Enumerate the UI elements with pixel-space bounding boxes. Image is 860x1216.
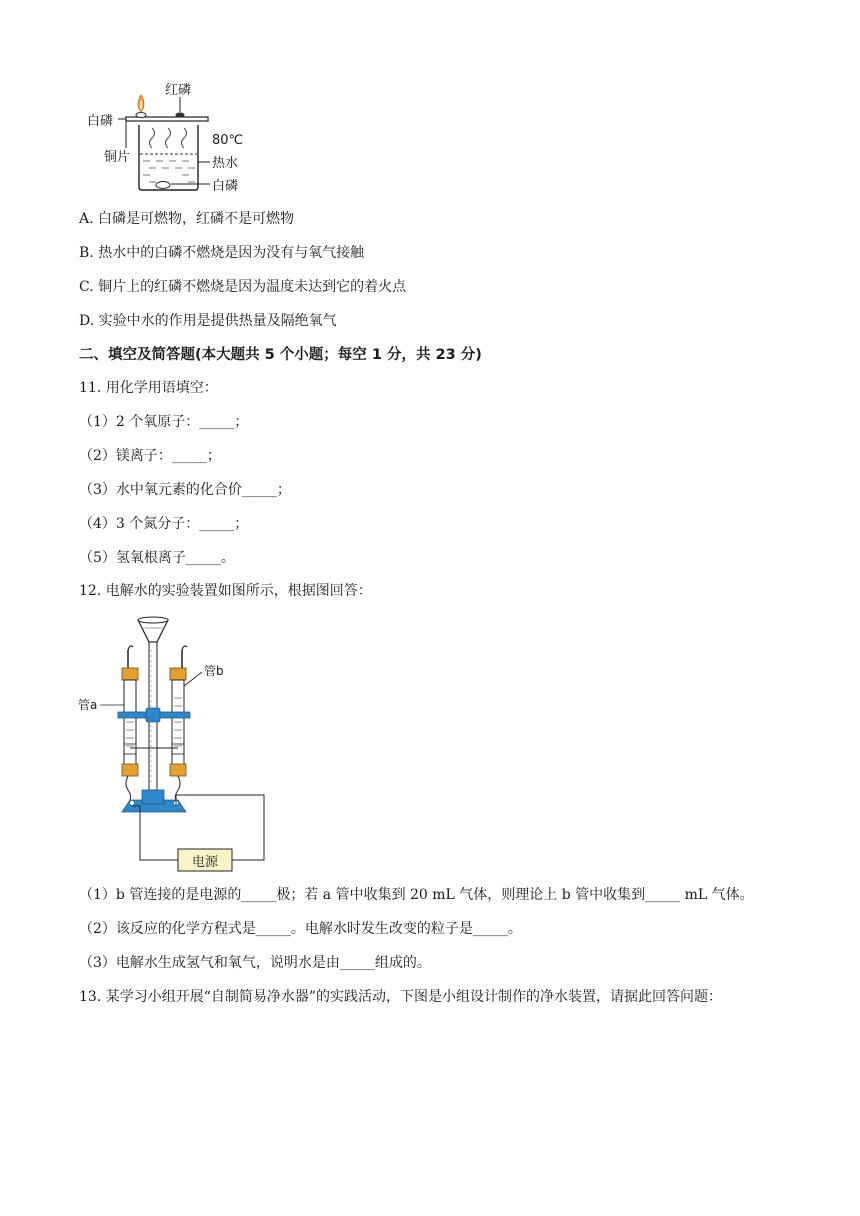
q11-part-1: （1）2 个氧原子：_____； (79, 414, 249, 430)
label-power-supply: 电源 (192, 855, 219, 870)
label-hot-water: 热水 (212, 156, 239, 171)
q11-part-4: （4）3 个氮分子：_____； (79, 516, 249, 532)
q12-part-1: （1）b 管连接的是电源的_____极；若 a 管中收集到 20 mL 气体，则理论上 b 管中收集到_____ mL 气体。 (79, 887, 754, 903)
label-tube-a: 管a (78, 698, 98, 712)
section-heading: 二、填空及简答题(本大题共 5 个小题；每空 1 分，共 23 分) (79, 347, 482, 363)
option-c: C. 铜片上的红磷不燃烧是因为温度未达到它的着火点 (79, 279, 407, 295)
q12-stem: 12. 电解水的实验装置如图所示，根据图回答： (79, 583, 372, 599)
q11-stem: 11. 用化学用语填空： (79, 380, 218, 396)
label-white-phosphorus-bottom: 白磷 (212, 179, 239, 194)
label-white-phosphorus-top: 白磷 (87, 114, 114, 129)
q12-part-2: （2）该反应的化学方程式是_____。电解水时发生改变的粒子是_____。 (79, 921, 522, 937)
option-b: B. 热水中的白磷不燃烧是因为没有与氧气接触 (79, 245, 365, 261)
label-copper-sheet: 铜片 (104, 150, 131, 165)
label-temperature: 80℃ (212, 133, 244, 148)
q13-stem: 13. 某学习小组开展“自制简易净水器”的实践活动，下图是小组设计制作的净水装置，请据此回答问题： (79, 989, 723, 1005)
q11-part-2: （2）镁离子：_____； (79, 448, 221, 464)
option-a: A. 白磷是可燃物，红磷不是可燃物 (79, 211, 295, 227)
q11-part-3: （3）水中氧元素的化合价_____； (79, 482, 291, 498)
q11-part-5: （5）氢氧根离子_____。 (79, 550, 235, 566)
label-red-phosphorus: 红磷 (165, 83, 192, 98)
label-tube-b: 管b (204, 664, 224, 678)
option-d: D. 实验中水的作用是提供热量及隔绝氧气 (79, 313, 337, 329)
q12-part-3: （3）电解水生成氢气和氧气，说明水是由_____组成的。 (79, 955, 431, 971)
